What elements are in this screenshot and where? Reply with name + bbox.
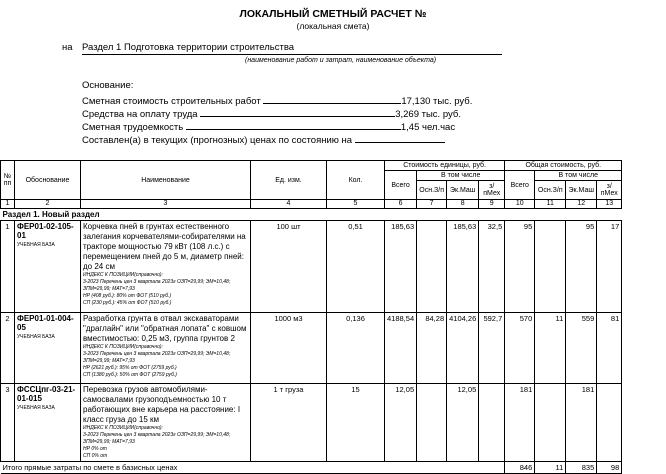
header-total-total: Всего	[505, 171, 535, 200]
cost-underline	[263, 93, 401, 104]
row-c9	[479, 384, 505, 462]
header-unit-cost-group: Стоимость единицы, руб.	[385, 161, 505, 171]
row-c11	[535, 221, 566, 313]
row-basis	[15, 384, 81, 462]
row-basis	[15, 221, 81, 313]
row-c12: 95	[566, 221, 597, 313]
table-row	[1, 221, 622, 313]
effort-label: Сметная трудоемкость	[82, 122, 184, 133]
col-number: 4	[251, 200, 327, 209]
row-note: ЗПМ=29,99; МАТ=7,93	[83, 439, 135, 445]
effort-underline	[186, 119, 401, 130]
row-qty: 0,136	[327, 313, 385, 384]
row-base: УЧЕБНАЯ БАЗА	[17, 334, 55, 340]
header-total-ek-mash: Эк.Маш	[566, 181, 597, 200]
col-number: 9	[479, 200, 505, 209]
header-name: Наименование	[81, 161, 251, 200]
row-no: 3	[1, 384, 15, 462]
row-unit: 100 шт	[251, 221, 327, 313]
effort-value: 1,45 чел.час	[400, 122, 456, 133]
estimate-table	[0, 160, 622, 474]
row-c13: 81	[597, 313, 622, 384]
row-note: СП 0% от	[83, 453, 108, 459]
row-c7	[417, 384, 447, 462]
cost-value: 17,130 тыс. руб.	[401, 96, 473, 107]
document-subtitle: (локальная смета)	[296, 21, 370, 31]
header-unit: Ед. изм.	[251, 161, 327, 200]
row-name-cell	[81, 221, 251, 313]
row-c6: 185,63	[385, 221, 417, 313]
header-total-cost-group: Общая стоимость, руб.	[505, 161, 622, 171]
row-base: УЧЕБНАЯ БАЗА	[17, 405, 55, 411]
col-number: 6	[385, 200, 417, 209]
header-total-osn-zp: Осн.З/п	[535, 181, 566, 200]
document-title: ЛОКАЛЬНЫЙ СМЕТНЫЙ РАСЧЕТ №	[239, 8, 427, 20]
row-note: ЗПМ=29,99; МАТ=7,93	[83, 358, 135, 364]
row-c12: 181	[566, 384, 597, 462]
total-row	[1, 462, 622, 474]
total-c10: 846	[505, 462, 535, 474]
col-number: 3	[81, 200, 251, 209]
labor-value: 3,269 тыс. руб.	[395, 109, 461, 120]
row-c8: 185,63	[447, 221, 479, 313]
row-c11: 11	[535, 313, 566, 384]
row-note: СП (230 руб.): 45% от ФОТ (510 руб.)	[83, 300, 172, 306]
row-base: УЧЕБНАЯ БАЗА	[17, 242, 55, 248]
section-title: Раздел 1. Новый раздел	[1, 209, 622, 221]
row-note: ИНДЕКС К ПОЗИЦИИ(справочно):	[83, 272, 163, 278]
basis-label: Основание:	[82, 80, 134, 91]
row-qty: 15	[327, 384, 385, 462]
row-c8: 4104,26	[447, 313, 479, 384]
col-number: 10	[505, 200, 535, 209]
row-name-cell	[81, 384, 251, 462]
section-hint: (наименование работ и затрат, наименование объекта)	[245, 57, 437, 64]
row-c11	[535, 384, 566, 462]
total-c12: 835	[566, 462, 597, 474]
row-c9: 592,7	[479, 313, 505, 384]
row-code: ФЕР01-02-105-01	[17, 222, 74, 240]
row-c13: 17	[597, 221, 622, 313]
col-number: 13	[597, 200, 622, 209]
row-note: ЗПМ=29,99; МАТ=7,93	[83, 286, 135, 292]
cost-line	[82, 93, 472, 107]
row-unit: 1000 м3	[251, 313, 327, 384]
header-unit-osn-zp: Осн.З/п	[417, 181, 447, 200]
row-note: 3-2023 Перечень цен 3 квартала 2023г ОЗП=29,99; ЭМ=10,48;	[83, 279, 231, 285]
effort-line	[82, 119, 455, 133]
row-qty: 0,51	[327, 221, 385, 313]
row-c13	[597, 384, 622, 462]
prices-line	[82, 132, 445, 146]
col-number: 2	[15, 200, 81, 209]
row-c10: 95	[505, 221, 535, 313]
row-c10: 181	[505, 384, 535, 462]
labor-line	[82, 106, 461, 120]
header-qty: Кол.	[327, 161, 385, 200]
row-name: Разработка грунта в отвал экскаваторами "драглайн" или "обратная лопата" с ковшом вместимостью: 0,25 м3, группа грунтов 2	[83, 314, 247, 343]
labor-underline	[200, 106, 395, 117]
header-unit-incl: В том числе	[417, 171, 505, 181]
header-total-incl: В том числе	[535, 171, 622, 181]
header-total-zp-mekh: з/пМех	[597, 181, 622, 200]
header-unit-total: Всего	[385, 171, 417, 200]
row-basis	[15, 313, 81, 384]
col-number: 12	[566, 200, 597, 209]
row-code: ФЕР01-01-004-05	[17, 314, 74, 332]
labor-label: Средства на оплату труда	[82, 109, 198, 120]
header-unit-ek-mash: Эк.Маш	[447, 181, 479, 200]
row-note: НР (408 руб.): 80% от ФОТ (510 руб.)	[83, 293, 172, 299]
row-note: НР 0% от	[83, 446, 107, 452]
row-no: 1	[1, 221, 15, 313]
row-note: ИНДЕКС К ПОЗИЦИИ(справочно):	[83, 425, 163, 431]
row-c8: 12,05	[447, 384, 479, 462]
row-code: ФССЦпг-03-21-01-015	[17, 385, 76, 403]
row-note: СП (1380 руб.): 50% от ФОТ (2759 руб.)	[83, 372, 177, 378]
row-no: 2	[1, 313, 15, 384]
row-c12: 559	[566, 313, 597, 384]
table-row	[1, 384, 622, 462]
prices-label: Составлен(а) в текущих (прогнозных) ценах по состоянию на	[82, 135, 353, 146]
total-c13: 98	[597, 462, 622, 474]
row-name: Корчевка пней в грунтах естественного залегания корчевателями-собирателями на тракторе мощностью 79 кВт (108 л.с.) с перемещением пней до 5 м, диаметр пней: до 24 см	[83, 222, 246, 271]
col-number: 5	[327, 200, 385, 209]
col-number: 7	[417, 200, 447, 209]
row-name-cell	[81, 313, 251, 384]
row-c10: 570	[505, 313, 535, 384]
header-no: № пп	[1, 161, 15, 200]
total-label: Итого прямые затраты по смете в базисных ценах	[1, 462, 505, 474]
row-note: 3-2023 Перечень цен 3 квартала 2023г ОЗП=29,99; ЭМ=10,48;	[83, 351, 231, 357]
row-unit: 1 т груза	[251, 384, 327, 462]
col-number: 11	[535, 200, 566, 209]
row-c6: 12,05	[385, 384, 417, 462]
col-number: 1	[1, 200, 15, 209]
section-name: Раздел 1 Подготовка территории строительства	[82, 42, 502, 55]
row-c7: 84,28	[417, 313, 447, 384]
row-name: Перевозка грузов автомобилями-самосвалами грузоподъемностью 10 т работающих вне карьера на расстояние: I класс груза до 15 км	[83, 385, 241, 424]
prices-underline	[355, 132, 445, 143]
row-c9: 32,5	[479, 221, 505, 313]
row-c7	[417, 221, 447, 313]
row-c6: 4188,54	[385, 313, 417, 384]
row-note: 3-2023 Перечень цен 3 квартала 2023г ОЗП=29,99; ЭМ=10,48;	[83, 432, 231, 438]
table-row	[1, 313, 622, 384]
total-c11: 11	[535, 462, 566, 474]
header-unit-zp-mekh: з/пМех	[479, 181, 505, 200]
col-number: 8	[447, 200, 479, 209]
cost-label: Сметная стоимость строительных работ	[82, 96, 261, 107]
header-basis: Обоснование	[15, 161, 81, 200]
row-note: НР (2621 руб.): 95% от ФОТ (2759 руб.)	[83, 365, 177, 371]
na-label: на	[62, 42, 73, 53]
row-note: ИНДЕКС К ПОЗИЦИИ(справочно):	[83, 344, 163, 350]
